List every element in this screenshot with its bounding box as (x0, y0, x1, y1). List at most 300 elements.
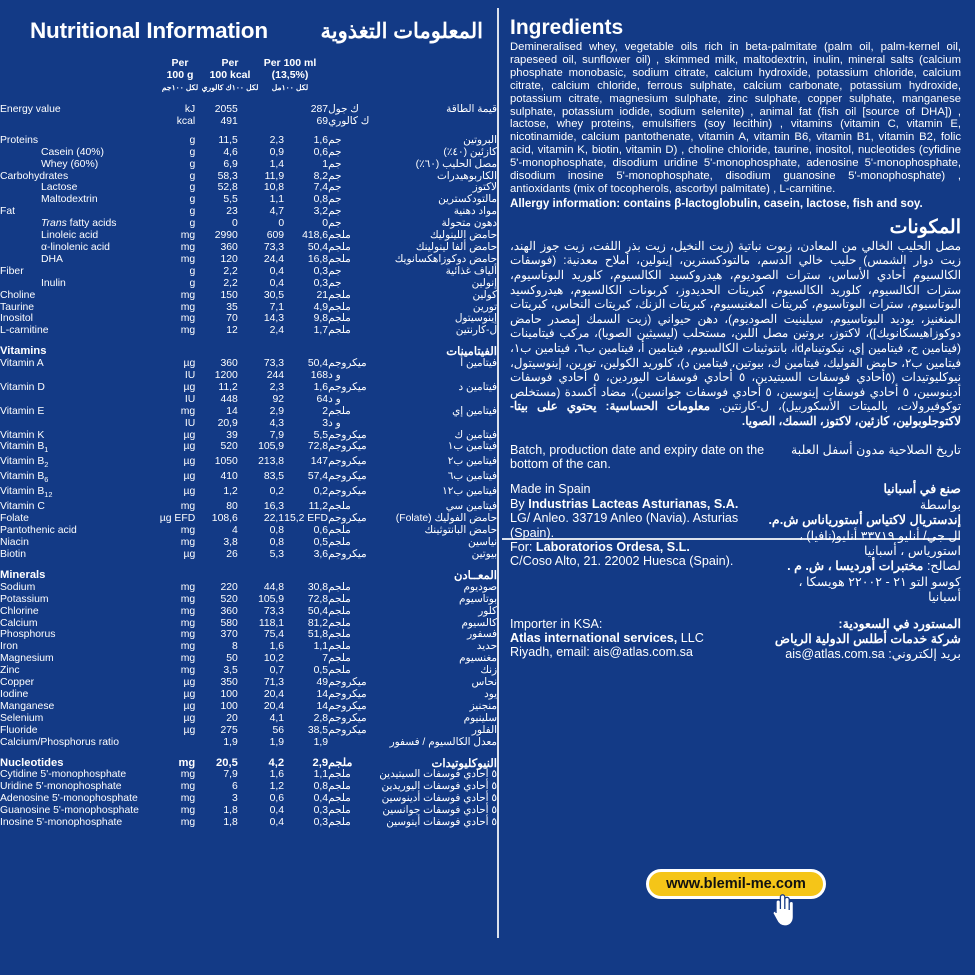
row-unit: mg (180, 641, 196, 653)
nutrition-table (0, 104, 497, 829)
row-label-arabic: فيتامين ب١ (447, 441, 497, 453)
row-value-100ml: 3 (322, 417, 329, 429)
ingredients-body-arabic: مصل الحليب الخالي من المعادن، زيوت نباتية (زيت النخيل، زيت بذر اللفت، زيت جوز الهند، زيت دوار الشمس) حليب خالي الدسم، مالتودكسترين، إينولين، أملاح معدنية: (فوسفات الكالسيوم أحادي الأساس، سترات الصوديوم، هيدروكسيد الكالسيوم، كلوريد البوتاسيوم، سترات الكالسيوم، كلوريد الكالسيوم، كبريتات الحديدوز، كربونات الكالسيوم، هيدروكسيد البوتاسيوم، سترات البوتاسيوم، كبريتات المغنيسيوم، كبريتات الزنك، كبريتات النحاس، كبريتات المنغنيز، يوديد البوتاسيوم، سيلينيت الصوديوم)، دهن حيواني (زيت السمك [مصدر حامض دوكوزاهيسكانويك])، لاكتوز، بروتين مصل اللبن، مستحلب (ليسيثين الصويا)، مركب فيتامينات (فيتامين ج، فيتامين إي، نيكوتينامid، بانتوثينات الكالسيوم، فيتامين أ، فيتامين ب٦، فيتامين ب١، فيتامين ب٢، حامض الفوليك، فيتامين ك، بيوتين، فيتامين د)، كلوريد الكولين، تورين، إينوسيتول، نيوكليوتيدات (٥أحادي فوسفات السيتيدين، ٥ أحادي فوسفات اليوردين، ٥ أحادي فوسفات أدينوسين، ٥ أحادي فوسفات إينوسين، ٥ أحادي فوسفات جوانسين)، مضاد أكسدة (مستخلص توكوفيرولات، بالميتات الأسكوربيل)، ل-كارنتين. معلومات الحساسية: يحتوي على بيتا-لاكتوجلوبولين، كازئين، لاكتوز، السمك، الصويا. (510, 238, 962, 428)
row-value-100g: 26 (226, 549, 238, 561)
row-unit: IU (184, 393, 196, 405)
row-unit: mg (180, 501, 196, 513)
row-value-100kcal: 105,9 (258, 593, 285, 605)
row-unit: mg (180, 289, 196, 301)
row-value-100g: 1,2 (223, 486, 238, 498)
row-value-100ml: 0 (322, 218, 329, 230)
row-label-arabic: فيتامين د (458, 381, 497, 393)
row-value-100ml: 57,4 (307, 471, 329, 483)
table-row (0, 537, 497, 549)
row-value-100g: 12 (226, 325, 238, 337)
section-unit: mg (178, 756, 196, 769)
row-value-100g: 14 (226, 405, 238, 417)
row-unit-arabic (328, 737, 379, 749)
row-value-100ml: 9,8 (313, 313, 329, 325)
table-row (0, 713, 497, 725)
row-unit-arabic: و د (328, 417, 341, 429)
row-value-100g: 275 (220, 724, 238, 736)
table-row (0, 171, 497, 183)
importer-name: Atlas international services, LLC (510, 631, 704, 646)
row-value-100kcal (238, 104, 284, 116)
row-unit-arabic: ك كالوري (328, 115, 370, 127)
row-value-100g: 2,2 (223, 277, 238, 289)
row-value-100ml: 30,8 (307, 581, 329, 593)
row-value-100g: 448 (220, 393, 238, 405)
row-label: Sodium (0, 581, 36, 593)
row-unit-arabic: و د (328, 370, 341, 382)
for-address-arabic: كوسو التو ٢١ - ٢٢٠٠٢ هويسكا ، أسبانيا (798, 574, 961, 605)
row-unit: g (189, 265, 196, 277)
row-value-100kcal: 0 (278, 218, 285, 230)
row-unit-arabic: ملجم (328, 617, 351, 629)
table-row (0, 689, 497, 701)
row-unit: mg (180, 653, 196, 665)
row-value-100ml: 0,8 (313, 194, 329, 206)
table-row (0, 159, 497, 171)
made-in-ar (766, 482, 961, 605)
row-unit-arabic: ملجم (328, 405, 351, 417)
row-value-100kcal: 1,1 (269, 194, 285, 206)
row-value-100kcal: 244 (266, 370, 285, 382)
row-label-arabic: مواد دهنية (453, 206, 497, 218)
row-label: Iodine (0, 689, 29, 700)
row-label (0, 418, 156, 430)
row-value-100kcal: 56 (272, 724, 285, 736)
row-value-100ml: 38,5 (307, 724, 329, 736)
row-unit: µg (183, 700, 196, 712)
table-section-header (0, 337, 497, 358)
row-value-100ml: 51,8 (307, 629, 329, 641)
row-label: Guanosine 5'-monophosphate (0, 805, 139, 817)
row-value-100g: 120 (220, 253, 238, 265)
row-unit-arabic: ملجم (328, 289, 351, 301)
row-unit: mg (180, 581, 196, 593)
row-label: Uridine 5'-monophosphate (0, 781, 122, 793)
table-row (0, 513, 497, 525)
row-value-100kcal: 10,8 (263, 182, 285, 194)
row-value-100kcal: 105,9 (258, 441, 285, 453)
table-row (0, 325, 497, 337)
table-row (0, 182, 497, 194)
table-row (0, 677, 497, 689)
hand-cursor-icon (770, 893, 796, 927)
row-unit-arabic: جم (328, 265, 342, 277)
row-value-100kcal: 0,9 (269, 146, 285, 158)
row-label-arabic: فسفور (467, 629, 497, 641)
row-label: Cytidine 5'-monophosphate (0, 769, 127, 781)
table-row (0, 406, 497, 418)
row-label: Calcium (0, 617, 38, 629)
row-unit-arabic: ميكروجم (328, 441, 367, 453)
row-value-100g: 108,6 (211, 513, 238, 525)
made-in-label: Made in Spain (510, 482, 591, 497)
table-row (0, 817, 497, 829)
row-unit-arabic: ملجم (328, 230, 351, 242)
row-label (0, 370, 156, 382)
row-label: Copper (0, 677, 35, 689)
row-label-arabic: البروتين (463, 134, 497, 146)
row-value-100kcal: 22,1 (263, 513, 285, 525)
row-value-100g: 0 (232, 218, 238, 230)
row-value-100kcal: 1,6 (269, 769, 285, 781)
row-value-100ml: 11,2 (308, 501, 329, 513)
table-row (0, 725, 497, 737)
row-value-100ml: 0,4 (313, 793, 329, 805)
row-label-arabic: كولين (472, 289, 497, 301)
row-value-100kcal: 4,3 (269, 417, 285, 429)
column-header-per-100kcal: Per 100 kcal لكل ١٠٠ك كالوري (201, 57, 259, 92)
row-value-100ml: 69 (316, 115, 329, 127)
row-unit: kJ (184, 104, 196, 115)
row-label-arabic (379, 394, 497, 406)
table-row (0, 116, 497, 128)
row-value-100kcal: 609 (266, 230, 285, 242)
table-section-header (0, 749, 497, 770)
row-value-100ml: 287 (310, 104, 329, 115)
website-button[interactable]: www.blemil-me.com (646, 869, 826, 899)
row-value-100kcal: 1,6 (269, 641, 285, 653)
table-row (0, 653, 497, 665)
row-unit-arabic: جم (328, 277, 342, 289)
table-row (0, 382, 497, 394)
table-row (0, 629, 497, 641)
row-unit-arabic: جم (328, 158, 342, 170)
row-value-100ml: 14 (316, 700, 329, 712)
row-label: Taurine (0, 301, 35, 313)
row-unit-arabic: ميكروجم (328, 677, 367, 689)
row-label-arabic: كازئين (٤٠٪) (443, 146, 497, 158)
row-value-100g: 4 (232, 525, 238, 537)
row-unit-arabic: ميكروجم (328, 549, 367, 561)
row-unit-arabic: ملجم (328, 301, 351, 313)
row-unit-arabic: ملجم (328, 665, 351, 677)
row-unit-arabic: ملجم (328, 325, 351, 337)
row-unit: g (189, 218, 196, 230)
row-label-arabic: الكاربوهيدرات (437, 170, 497, 182)
row-value-100g: 2990 (214, 230, 238, 242)
importer-en (510, 617, 765, 660)
importer-ar (766, 617, 961, 663)
row-unit-arabic: ميكروجم (328, 513, 367, 525)
row-label: Vitamin D (0, 381, 45, 393)
row-label: Choline (0, 289, 36, 301)
row-label: Iron (0, 641, 18, 653)
row-label: Manganese (0, 700, 55, 712)
table-row (0, 486, 497, 501)
row-value-100ml: 5,5 (313, 429, 329, 441)
row-value-100ml: 0,3 (313, 265, 329, 277)
row-unit: mg (180, 629, 196, 641)
row-unit-arabic: ملجم (328, 769, 351, 781)
row-value-100g: 80 (226, 501, 238, 513)
row-value-100g: 1,9 (223, 736, 238, 748)
row-unit: g (189, 146, 196, 158)
row-value-100ml: 4,9 (313, 301, 329, 313)
row-unit: µg (183, 689, 196, 700)
table-row (0, 394, 497, 406)
row-unit-arabic: جم (328, 194, 342, 206)
for-address: C/Coso Alto, 21. 22002 Huesca (Spain). (510, 554, 734, 569)
table-row (0, 313, 497, 325)
row-value-100g: 150 (220, 289, 238, 301)
ingredients-title-arabic: المكونات (889, 216, 961, 238)
column-header-per-100ml: Per 100 ml (13,5%) لكل ١٠٠مل (263, 57, 317, 92)
table-row (0, 582, 497, 594)
row-label: Zinc (0, 665, 20, 677)
page-title-arabic: المعلومات التغذوية (320, 20, 483, 43)
row-label-arabic: حامض ألفا لينولينك (415, 241, 497, 253)
table-row (0, 147, 497, 159)
page-title: Nutritional Information (30, 18, 268, 43)
row-label: Vitamin $B_2$ (0, 456, 49, 470)
row-value-100kcal: 0,4 (269, 805, 285, 817)
row-label-arabic: يود (484, 689, 497, 700)
row-value-100ml: 3,6 (313, 549, 329, 561)
row-unit: IU (184, 417, 196, 429)
section-value-100g: 20,5 (216, 756, 238, 769)
row-unit: mg (180, 301, 196, 313)
allergy-information-arabic: معلومات الحساسية: يحتوي على بيتا-لاكتوجلوبولين، كازئين، لاكتوز، السمك، الصويا. (510, 399, 961, 428)
ingredients-panel (500, 0, 975, 975)
row-label-arabic: فيتامين ب١٢ (442, 486, 497, 498)
row-value-100g: 100 (220, 689, 238, 700)
section-unit-arabic (328, 561, 379, 582)
row-value-100ml: 64 (316, 393, 329, 405)
row-label-arabic: صوديوم (463, 581, 497, 593)
row-value-100kcal: 7,9 (269, 429, 285, 441)
manufacturer-line: By Industrias Lacteas Asturianas, S.A. (510, 496, 739, 511)
row-value-100kcal: 16,3 (263, 501, 285, 513)
row-value-100ml: 2 (322, 405, 329, 417)
row-value-100kcal: 75,4 (263, 629, 285, 641)
row-label-arabic: ل-كارنتين (455, 325, 497, 337)
row-unit: mg (180, 241, 196, 253)
table-spacer (0, 128, 497, 135)
row-unit-arabic: ملجم (328, 781, 351, 793)
row-value-100kcal: 2,9 (269, 405, 285, 417)
row-unit: µg (183, 381, 196, 393)
row-value-100ml: 0,2 (313, 486, 329, 498)
row-label: Folate (0, 513, 29, 525)
table-row (0, 594, 497, 606)
row-label: Vitamin A (0, 358, 44, 370)
row-value-100g: 360 (220, 605, 238, 617)
table-row (0, 781, 497, 793)
row-value-100kcal: 2,3 (269, 381, 285, 393)
row-label: Magnesium (0, 653, 54, 665)
row-value-100g: 1200 (214, 370, 238, 382)
ingredients-body: Demineralised whey, vegetable oils rich in beta-palmitate (palm oil, palm-kernel oil, rapeseed oil, sunflower oil) , skimmed milk, maltodextrin, inulin, mineral salts (calcium phosphate monobasic, sodium citrate, calcium hydroxide, potassium chloride, calcium citrate, calcium chloride, ferrous sulphate, calcium carbonate, potassium hydroxide, potassium citrate, magnesium sulphate, zinc sulphate, copper sulphate, manganese sulphate, potassium iodide, sodium selenite) , animal fat (fish oil [source of DHA]) , lactose, whey proteins, emulsifiers (soy lecithin) , vitamins (vitamin C, vitamin E, nicotinamide, calcium pantothenate, vitamin A, vitamin B6, vitamin B1, vitamin B2, folic acid, vitamin K, biotin, vitamin D) , choline chloride, taurine, inositol, nucleotides (cyfidine 5'-monophosphate, disodium uridine 5'-monophosphate, adenosine 5'-monophosphate, disodium inosine 5'-monophosphate, disodium guanosine 5'-monophosphate) , antioxidants (mix of tocopherols, ascorbyl palmitate) , L-carnitine. (510, 41, 961, 195)
row-label-arabic: قيمة الطاقة (446, 104, 497, 115)
row-unit-arabic: ملجم (328, 641, 351, 653)
row-value-100g: 8 (232, 641, 238, 653)
row-label: Inosine 5'-monophosphate (0, 817, 123, 829)
row-unit: mg (180, 537, 196, 549)
row-unit: g (189, 134, 196, 146)
row-value-100g: 3 (232, 793, 238, 805)
row-value-100g: 11,2 (218, 381, 238, 393)
row-value-100kcal: 20,4 (263, 700, 285, 712)
table-row (0, 290, 497, 302)
row-value-100kcal: 0,4 (269, 277, 285, 289)
row-unit: µg (183, 724, 196, 736)
table-row (0, 606, 497, 618)
row-value-100ml: 0,6 (313, 146, 329, 158)
manufacturer-address: LG/ Anleo. 33719 Anleo (Navia). Asturias (Spain). (510, 511, 739, 540)
row-unit: mg (180, 817, 196, 829)
row-label-arabic: فيتامين ب٢ (447, 456, 497, 468)
row-value-100ml: 49 (316, 677, 329, 689)
row-label-arabic: منجنيز (469, 700, 497, 712)
row-unit-arabic: ملجم (328, 793, 351, 805)
row-label: α-linolenic acid (41, 241, 110, 253)
row-unit-arabic: ملجم (328, 805, 351, 817)
row-value-100g: 1050 (214, 456, 238, 468)
row-value-100kcal: 2,4 (269, 325, 285, 337)
row-value-100kcal: 1,9 (269, 736, 285, 748)
row-label: Inositol (0, 313, 33, 325)
table-row (0, 194, 497, 206)
row-value-100kcal: 4,1 (269, 712, 285, 724)
row-unit: µg (183, 677, 196, 689)
row-label-arabic: ٥ أحادي فوسفات اليوريدين (381, 781, 497, 793)
row-value-100ml: 1,6 (313, 134, 329, 146)
row-unit: mg (180, 325, 196, 337)
row-value-100kcal: 71,3 (263, 677, 285, 689)
row-label-arabic (379, 116, 497, 128)
row-unit-arabic: ملجم (328, 501, 351, 513)
section-value-100kcal: 4,2 (268, 756, 285, 769)
row-value-100ml: 7 (322, 653, 329, 665)
importer-label: Importer in KSA: (510, 616, 603, 631)
row-unit-arabic: ملجم (328, 525, 351, 537)
row-label-arabic: زنك (480, 665, 497, 677)
row-unit: mg (180, 605, 196, 617)
row-unit (156, 737, 196, 749)
table-row (0, 278, 497, 290)
row-unit: mg (180, 617, 196, 629)
row-value-100ml: 0,5 (313, 665, 329, 677)
row-unit-arabic: ملجم (328, 253, 351, 265)
row-value-100g: 20 (226, 712, 238, 724)
row-unit: mg (180, 781, 196, 793)
row-unit: kcal (176, 115, 196, 127)
row-label-arabic: حامض اللينوليك (430, 230, 497, 242)
row-label: Phosphorus (0, 629, 56, 641)
row-unit-arabic: ميكروجم (328, 381, 367, 393)
row-value-100g: 410 (220, 471, 238, 483)
table-row (0, 456, 497, 471)
row-label-arabic: كالسيوم (461, 617, 497, 629)
row-label-arabic: ٥ أحادي فوسفات أينوسين (386, 817, 497, 829)
row-value-100g: 58,3 (217, 170, 238, 182)
batch-text-arabic: تاريخ الصلاحية مدون أسفل العلبة (791, 442, 961, 457)
for-line: For: Laboratorios Ordesa, S.L. (510, 540, 690, 555)
row-value-100kcal: 0,8 (269, 525, 285, 537)
row-value-100kcal: 4,7 (269, 206, 285, 218)
row-value-100g: 11,5 (218, 134, 238, 146)
row-value-100g: 580 (220, 617, 238, 629)
row-value-100g: 100 (220, 700, 238, 712)
row-value-100ml: 1 (322, 158, 329, 170)
table-row (0, 701, 497, 713)
row-value-100g: 6 (232, 781, 238, 793)
row-unit: mg (180, 805, 196, 817)
row-unit-arabic: ميكروجم (328, 471, 367, 483)
row-value-100ml: 50,4 (307, 241, 329, 253)
section-value-100kcal (238, 561, 284, 582)
row-label: Niacin (0, 537, 29, 549)
row-value-100kcal: 1,2 (269, 781, 285, 793)
row-label: Pantothenic acid (0, 525, 77, 537)
row-value-100g: 39 (226, 429, 238, 441)
table-row (0, 302, 497, 314)
section-unit (156, 561, 196, 582)
row-label: Vitamin $B_{12}$ (0, 486, 53, 500)
row-label-arabic: حامض البانتوثينك (424, 525, 497, 537)
table-row (0, 641, 497, 653)
section-label: Vitamins (0, 345, 47, 358)
section-value-100g (195, 561, 238, 582)
row-label: Vitamin E (0, 405, 45, 417)
row-value-100ml: 0,5 (313, 537, 329, 549)
row-unit: µg (183, 549, 196, 561)
row-value-100g: 5,5 (223, 194, 238, 206)
row-value-100ml: 15,2 EFD (284, 513, 329, 525)
row-unit-arabic: ك جول (328, 104, 359, 115)
importer-row (510, 617, 961, 663)
manufacturer-block (510, 443, 961, 663)
section-label-arabic: الفيتامينات (446, 345, 497, 359)
row-value-100g: 35 (226, 301, 238, 313)
row-value-100kcal: 11,9 (264, 170, 285, 182)
table-section-header (0, 561, 497, 582)
row-label-arabic: لاكتوز (472, 182, 497, 194)
row-unit: mg (180, 593, 196, 605)
row-label-arabic: مالتودكسترين (438, 194, 497, 206)
column-headers (0, 50, 497, 102)
table-row (0, 254, 497, 266)
row-label-arabic: ٥ أحادي فوسفات جوانسين (382, 805, 497, 817)
row-label-arabic: نحاس (471, 677, 497, 689)
row-unit-arabic: جم (328, 134, 342, 146)
row-unit-arabic: جم (328, 206, 342, 218)
row-unit: µg (183, 358, 196, 370)
row-label-arabic: ٥ أحادي فوسفات السيتيدين (379, 769, 497, 781)
row-value-100ml: 0,3 (313, 277, 329, 289)
row-value-100ml: 72,8 (307, 593, 329, 605)
row-value-100ml: 1,1 (313, 641, 329, 653)
row-label-arabic: فيتامين ب٦ (447, 471, 497, 483)
row-label: Fat (0, 206, 16, 218)
row-value-100g: 2055 (214, 104, 238, 115)
row-value-100kcal: 0,7 (269, 665, 285, 677)
row-label-arabic: الفلور (471, 724, 497, 736)
row-label: Lactose (41, 182, 78, 194)
section-value-100g (195, 337, 238, 358)
row-unit: mg (180, 665, 196, 677)
panel-header (0, 0, 497, 44)
table-row (0, 471, 497, 486)
row-value-100g: 3,5 (223, 665, 238, 677)
table-row (0, 418, 497, 430)
allergy-information: Allergy information: contains β-lactoglobulin, casein, lactose, fish and soy. (510, 196, 923, 210)
table-row (0, 769, 497, 781)
